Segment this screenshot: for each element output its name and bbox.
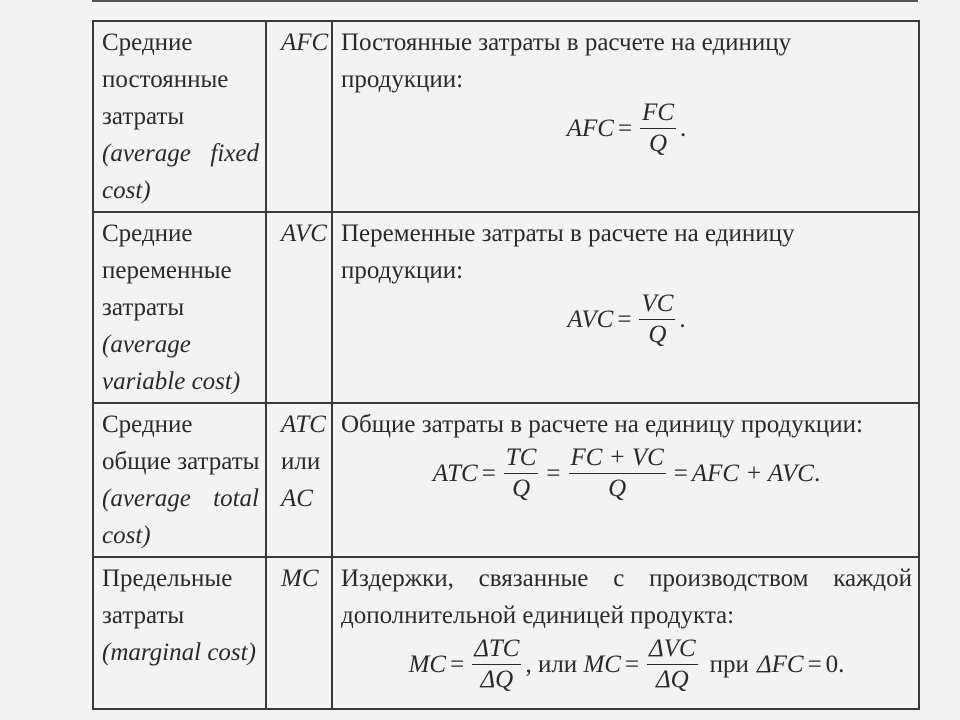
denominator: Q (648, 321, 667, 348)
term-english: variable cost) (102, 368, 241, 395)
numerator: VC (639, 289, 675, 320)
numerator: ΔTC (472, 634, 521, 665)
definition-text: Общие затраты в расчете на единицу продукции: (341, 411, 863, 438)
formula: AVC = $\frac{VC}{Q}$ . (567, 290, 686, 348)
term-english: (average (102, 331, 191, 358)
term-english: (average fixed (102, 140, 259, 167)
formula-lhs: ATC (432, 460, 478, 487)
term-line: общие затраты (102, 448, 260, 475)
denominator: ΔQ (480, 666, 514, 693)
numerator: FC (640, 98, 676, 129)
abbr-cell (266, 212, 332, 403)
denominator: ΔQ (655, 666, 689, 693)
table-row (93, 212, 919, 403)
term-line: затраты (102, 103, 185, 130)
fraction (569, 443, 666, 504)
top-rule (92, 0, 918, 2)
table-row (93, 21, 919, 212)
formula-lhs: AFC (566, 115, 614, 142)
term-cell (93, 21, 266, 212)
term-line: переменные (102, 257, 232, 284)
numerator: ΔVC (647, 634, 698, 665)
term-english: cost) (102, 522, 151, 549)
table-row (93, 403, 919, 557)
term-line: постоянные (102, 66, 229, 93)
denominator: Q (512, 475, 531, 502)
abbreviation: AVC (281, 220, 327, 247)
term-english: (average total (102, 485, 259, 512)
denominator: Q (649, 130, 668, 157)
formula-end: . (679, 306, 686, 333)
definition-text: Постоянные затраты в расчете на единицу продукции: (341, 29, 792, 93)
term-english: (marginal cost) (102, 639, 256, 666)
term-line: затраты (102, 602, 185, 629)
term-line: Средние (102, 220, 193, 247)
formula-lhs: MC (583, 651, 621, 678)
term-cell (93, 212, 266, 403)
definition-cell (332, 212, 919, 403)
term-cell (93, 403, 266, 557)
definition-cell (332, 557, 919, 709)
abbreviation: MC (281, 565, 319, 592)
fraction (504, 443, 539, 504)
numerator: TC (504, 443, 539, 474)
abbr-cell (266, 21, 332, 212)
abbreviation: ATC (281, 411, 326, 438)
fraction (472, 634, 521, 695)
fraction (647, 634, 698, 695)
definition-cell (332, 21, 919, 212)
abbreviation: AFC (281, 29, 329, 56)
formula-rhs: AFC + AVC (691, 460, 814, 487)
term-line: затраты (102, 294, 185, 321)
definition-text: дополнительной единицей продукта: (341, 602, 735, 629)
fraction (639, 289, 675, 350)
formula-condition-word: при (709, 651, 749, 678)
formula-condition-rhs: 0 (825, 651, 839, 678)
formula-lhs: AVC (567, 306, 614, 333)
formula-separator: , или (525, 651, 584, 678)
definition-cell (332, 403, 919, 557)
fraction (640, 98, 676, 159)
formula-end: . (680, 115, 687, 142)
formula: MC = $\frac{\text{ΔTC}}{\Delta Q}$ , или MC = $\frac{\text{ΔVC}}{\Delta Q}$ при ΔFC = 0 . (408, 635, 845, 693)
abbreviation: AC (281, 485, 313, 512)
formula-lhs: MC (408, 651, 447, 678)
term-english: cost) (102, 177, 151, 204)
abbreviation-or: или (281, 448, 321, 475)
denominator: Q (608, 475, 627, 502)
term-cell (93, 557, 266, 709)
abbr-cell (266, 403, 332, 557)
numerator: FC + VC (569, 443, 666, 474)
formula: AFC = $\frac{FC}{Q}$ . (566, 99, 687, 157)
definition-text: Переменные затраты в расчете на единицу продукции: (341, 220, 795, 284)
term-line: Средние (102, 29, 193, 56)
formula-end: . (838, 651, 845, 678)
definition-text: Издержки, связанные с производством каждой (341, 565, 912, 592)
table-row (93, 557, 919, 709)
term-line: Предельные (102, 565, 233, 592)
term-line: Средние (102, 411, 193, 438)
formula-condition-lhs: ΔFC (756, 651, 804, 678)
abbr-cell (266, 557, 332, 709)
formula-end: . (813, 460, 821, 487)
formula: ATC = $\frac{TC}{Q}$ = $\frac{FC + VC}{Q}$ = AFC + AVC . (432, 444, 821, 502)
cost-table (92, 20, 920, 710)
